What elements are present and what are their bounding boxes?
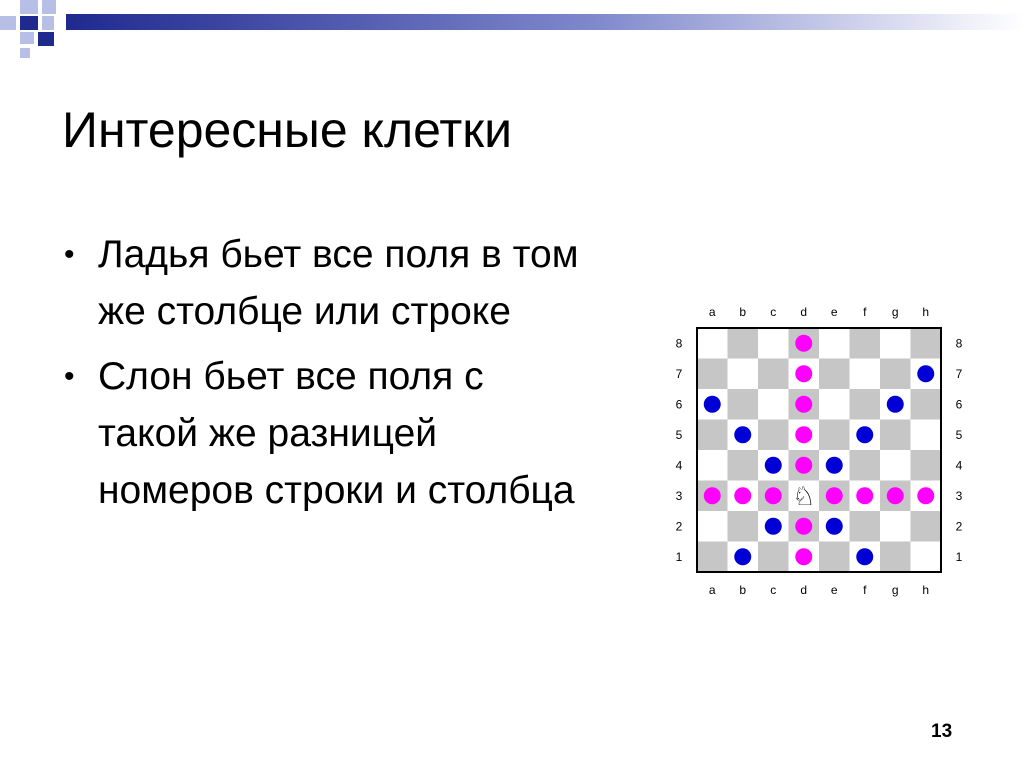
file-label: g [891, 583, 899, 597]
board-square [880, 511, 911, 542]
board-square [697, 450, 728, 481]
decor-square [42, 0, 56, 14]
bishop-attack-dot [765, 457, 782, 474]
rank-label: 3 [675, 488, 683, 503]
rook-attack-dot [856, 487, 873, 504]
bullet-text: Ладья бьет все поля в том же столбце или строке [98, 233, 579, 333]
bullet-marker: • [64, 238, 75, 271]
board-square [697, 420, 728, 451]
file-label: e [830, 583, 838, 597]
bishop-attack-dot [887, 396, 904, 413]
board-square [911, 542, 942, 573]
board-square [728, 450, 759, 481]
file-label: a [708, 305, 716, 319]
board-square [880, 542, 911, 573]
bullet-text: Слон бьет все поля с такой же разницей номеров строки и столбца [98, 355, 575, 512]
rook-attack-dot [795, 426, 812, 443]
board-square [697, 359, 728, 390]
header-bar [66, 14, 1024, 30]
file-label: g [891, 305, 899, 319]
board-square [850, 450, 881, 481]
knight-icon: ♘ [792, 481, 816, 512]
board-square [758, 542, 789, 573]
board-square [697, 511, 728, 542]
file-label: d [800, 583, 808, 597]
rook-attack-dot [795, 518, 812, 535]
board-square [728, 328, 759, 359]
rook-attack-dot [917, 487, 934, 504]
board-square [819, 359, 850, 390]
board-square [911, 328, 942, 359]
file-label: e [830, 305, 838, 319]
rank-label: 4 [675, 458, 683, 473]
decor-square [38, 32, 54, 46]
board-square [819, 420, 850, 451]
rank-label: 8 [675, 336, 683, 351]
bishop-attack-dot [826, 518, 843, 535]
decor-square [42, 16, 54, 30]
board-square [850, 389, 881, 420]
rank-label: 7 [675, 366, 683, 381]
board-square [758, 420, 789, 451]
rank-label: 5 [955, 427, 963, 442]
decor-square [0, 16, 16, 30]
board-square [880, 328, 911, 359]
rook-attack-dot [795, 365, 812, 382]
bishop-attack-dot [856, 426, 873, 443]
slide-title: Интересные клетки [62, 102, 513, 158]
bullet-item [62, 226, 582, 340]
file-label: f [863, 583, 867, 597]
bishop-attack-dot [734, 548, 751, 565]
rook-attack-dot [795, 548, 812, 565]
board-square [758, 389, 789, 420]
file-label: f [863, 305, 867, 319]
board-square [819, 328, 850, 359]
rook-attack-dot [765, 487, 782, 504]
rank-label: 1 [955, 549, 963, 564]
rook-attack-dot [795, 335, 812, 352]
rank-label: 6 [675, 397, 683, 412]
bishop-attack-dot [856, 548, 873, 565]
rank-label: 6 [955, 397, 963, 412]
file-label: b [739, 305, 747, 319]
header-decoration [0, 0, 1024, 60]
file-label: a [708, 583, 716, 597]
board-square [850, 359, 881, 390]
rank-label: 1 [675, 549, 683, 564]
rook-attack-dot [734, 487, 751, 504]
rook-attack-dot [826, 487, 843, 504]
board-square [911, 420, 942, 451]
rank-label: 5 [675, 427, 683, 442]
board-square [728, 511, 759, 542]
decor-square [20, 16, 38, 30]
rank-label: 2 [955, 519, 963, 534]
board-square [911, 511, 942, 542]
bishop-attack-dot [734, 426, 751, 443]
file-label: h [922, 583, 930, 597]
rank-label: 8 [955, 336, 963, 351]
bullet-item [62, 348, 582, 519]
bishop-attack-dot [826, 457, 843, 474]
rook-attack-dot [887, 487, 904, 504]
chessboard-diagram [660, 298, 980, 608]
board-square [911, 389, 942, 420]
rank-label: 2 [675, 519, 683, 534]
rook-attack-dot [704, 487, 721, 504]
file-label: h [922, 305, 930, 319]
page-number: 13 [931, 721, 953, 742]
file-label: d [800, 305, 808, 319]
file-label: b [739, 583, 747, 597]
bishop-attack-dot [765, 518, 782, 535]
rook-attack-dot [795, 457, 812, 474]
decor-square [20, 32, 34, 44]
board-square [880, 359, 911, 390]
decor-square [20, 0, 38, 14]
rank-label: 3 [955, 488, 963, 503]
board-square [728, 359, 759, 390]
bishop-attack-dot [917, 365, 934, 382]
board-square [880, 420, 911, 451]
rook-attack-dot [795, 396, 812, 413]
board-square [819, 389, 850, 420]
file-label: c [770, 305, 777, 319]
board-square [697, 542, 728, 573]
bullet-list [62, 226, 582, 527]
rank-label: 4 [955, 458, 963, 473]
board-square [880, 450, 911, 481]
board-square [911, 450, 942, 481]
board-square [758, 359, 789, 390]
board-square [758, 328, 789, 359]
bishop-attack-dot [704, 396, 721, 413]
board-square [728, 389, 759, 420]
file-label: c [770, 583, 777, 597]
decor-square [20, 48, 30, 58]
board-square [850, 328, 881, 359]
board-square [850, 511, 881, 542]
board-square [819, 542, 850, 573]
rank-label: 7 [955, 366, 963, 381]
bullet-marker: • [64, 360, 75, 393]
board-square [697, 328, 728, 359]
